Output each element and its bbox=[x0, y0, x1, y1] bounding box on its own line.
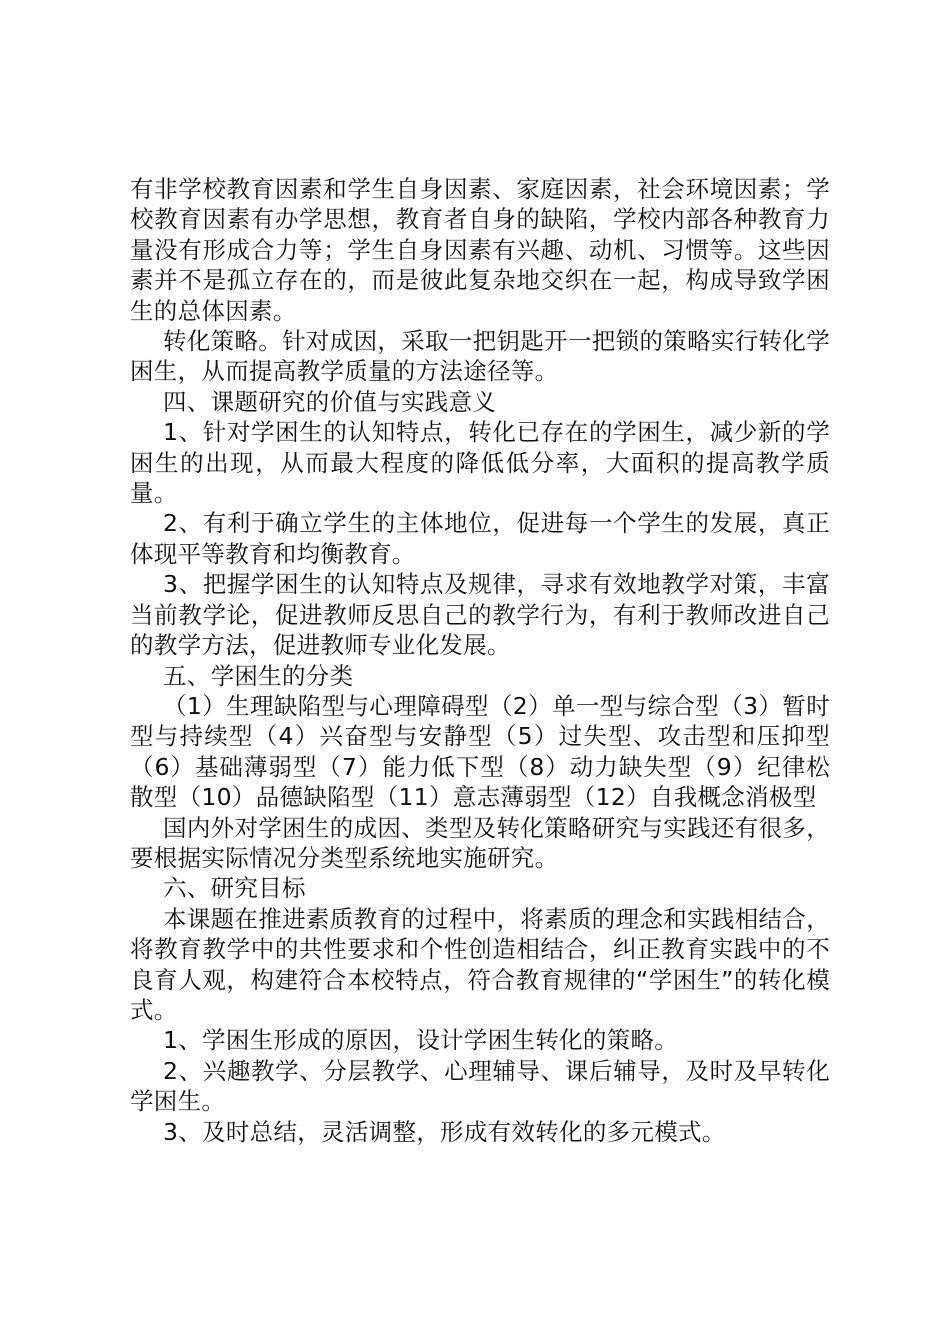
paragraph-research-status: 国内外对学困生的成因、类型及转化策略研究与实践还有很多，要根据实际情况分类型系统地实施研究。 bbox=[130, 813, 830, 872]
paragraph-classification-list: （1）生理缺陷型与心理障碍型（2）单一型与综合型（3）暂时型与持续型（4）兴奋型与安静型（5）过失型、攻击型和压抑型（6）基础薄弱型（7）能力低下型（8）动力缺失型（9）纪律松散型（10）品德缺陷型（11）意志薄弱型（12）自我概念消极型 bbox=[130, 691, 830, 812]
paragraph-goal-2: 2、兴趣教学、分层教学、心理辅导、课后辅导，及时及早转化学困生。 bbox=[130, 1056, 830, 1116]
paragraph-value-2: 2、有利于确立学生的主体地位，促进每一个学生的发展，真正体现平等教育和均衡教育。 bbox=[130, 509, 830, 568]
paragraph-goal-3: 3、及时总结，灵活调整，形成有效转化的多元模式。 bbox=[163, 1117, 726, 1146]
heading-research-goals: 六、研究目标 bbox=[163, 874, 306, 903]
paragraph-value-1: 1、针对学困生的认知特点，转化已存在的学困生，减少新的学困生的出现，从而最大程度的降低低分率，大面积的提高教学质量。 bbox=[130, 418, 830, 508]
paragraph-strategy: 转化策略。针对成因，采取一把钥匙开一把锁的策略实行转化学困生，从而提高教学质量的方法途径等。 bbox=[130, 327, 830, 386]
heading-value-significance: 四、课题研究的价值与实践意义 bbox=[163, 387, 497, 416]
paragraph-goals-intro: 本课题在推进素质教育的过程中，将素质的理念和实践相结合，将教育教学中的共性要求和个性创造相结合，纠正教育实践中的不良育人观，构建符合本校特点，符合教育规律的“学困生”的转化模式。 bbox=[130, 904, 830, 1024]
paragraph-factors: 有非学校教育因素和学生自身因素、家庭因素，社会环境因素；学校教育因素有办学思想，教育者自身的缺陷，学校内部各种教育力量没有形成合力等；学生自身因素有兴趣、动机、习惯等。这些因素并不是孤立存在的，而是彼此复杂地交织在一起，构成导致学困生的总体因素。 bbox=[130, 175, 830, 325]
heading-classification: 五、学困生的分类 bbox=[163, 661, 354, 690]
document-page bbox=[130, 174, 830, 1147]
paragraph-goal-1: 1、学困生形成的原因，设计学困生转化的策略。 bbox=[163, 1026, 679, 1055]
paragraph-value-3: 3、把握学困生的认知特点及规律，寻求有效地教学对策，丰富当前教学论，促进教师反思自己的教学行为，有利于教师改进自己的教学方法，促进教师专业化发展。 bbox=[130, 570, 830, 660]
